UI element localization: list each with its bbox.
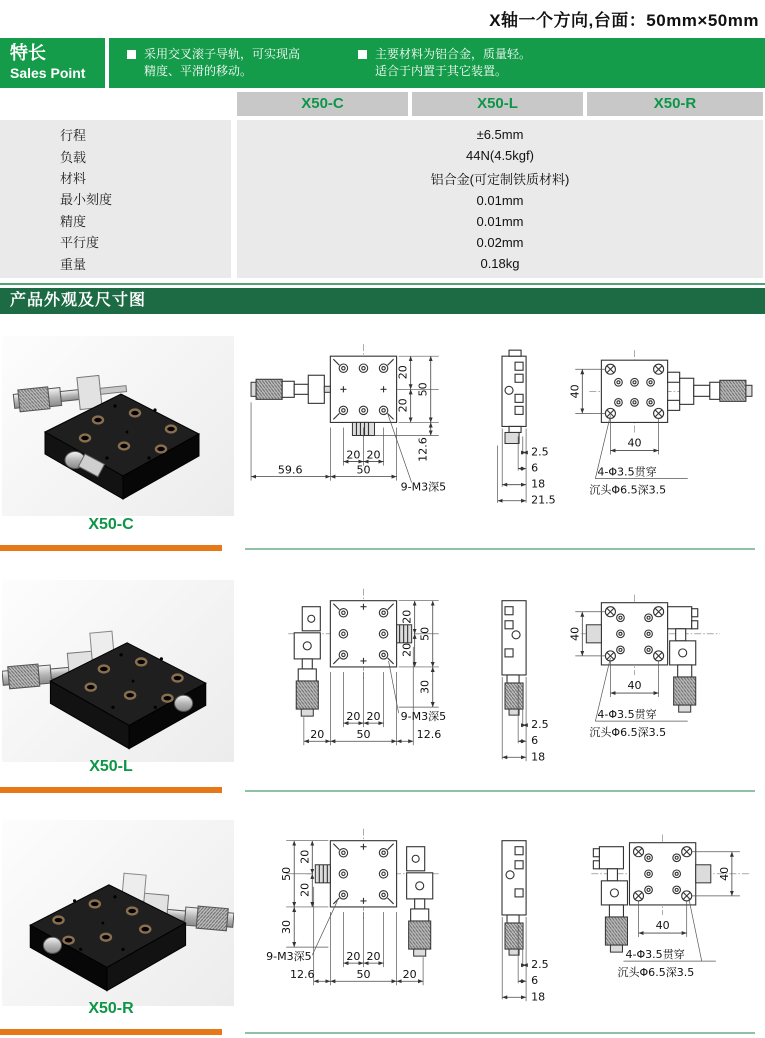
orange-underline	[0, 545, 222, 551]
x50c-side-view	[498, 350, 556, 507]
dim-label: 20	[366, 950, 381, 964]
dim-label: 20	[346, 710, 361, 724]
dim-label: 40	[568, 626, 582, 641]
bullet-text: 采用交叉滚子导轨，可实现高	[144, 47, 301, 61]
section-divider	[245, 1032, 755, 1034]
spec-label: 材料	[60, 171, 87, 187]
dim-label: 18	[531, 990, 546, 1004]
dim-label: 50	[418, 626, 432, 641]
spec-value: 44N(4.5kgf)	[466, 147, 534, 163]
column-header-x50r: X50-R	[587, 92, 763, 116]
dim-label: 40	[627, 679, 642, 693]
x50c-bottom-view	[568, 350, 752, 497]
x50c-model-label: X50-C	[88, 516, 134, 533]
drawing-note: 沉头Φ6.5深3.5	[617, 966, 695, 980]
x50r-plan-view	[266, 829, 439, 986]
spec-label: 负载	[60, 149, 87, 165]
bullet-text: 主要材料为铝合金，质量轻。	[375, 47, 532, 61]
dim-label: 2.5	[531, 958, 549, 972]
spec-row-values	[237, 120, 763, 278]
dim-label: 20	[400, 642, 414, 657]
drawing-note: 沉头Φ6.5深3.5	[589, 726, 667, 740]
dim-label: 12.6	[289, 968, 315, 982]
dim-label: 2.5	[531, 445, 549, 459]
dim-label: 20	[366, 448, 381, 462]
spec-value: 0.01mm	[476, 214, 524, 230]
sales-point-banner	[0, 38, 765, 88]
x50r-bottom-view	[591, 835, 750, 980]
dim-label: 40	[655, 919, 670, 933]
dim-label: 20	[366, 710, 381, 724]
spec-row-labels	[0, 120, 231, 278]
drawing-note: 9-M3深5	[400, 710, 447, 724]
section-divider	[245, 548, 755, 550]
micrometer	[593, 847, 627, 952]
dim-label: 50	[280, 866, 294, 881]
dim-label: 20	[396, 365, 410, 380]
dim-label: 18	[531, 477, 546, 491]
x50r-product-photo	[2, 820, 234, 1006]
dim-label: 40	[568, 384, 582, 399]
x50l-bottom-view	[568, 595, 720, 740]
x50l-side-view	[502, 601, 549, 764]
drawing-note: 9-M3深5	[266, 950, 312, 964]
dim-label: 2.5	[531, 718, 549, 732]
dim-label: 6	[531, 734, 539, 748]
dim-label: 6	[531, 461, 539, 475]
spec-value: ±6.5mm	[476, 126, 524, 142]
dim-label: 12.6	[416, 437, 430, 462]
drawing-note: 4-Φ3.5贯穿	[597, 465, 657, 479]
dim-label: 50	[356, 728, 371, 742]
dim-label: 21.5	[531, 493, 556, 507]
section-title: 产品外观及尺寸图	[0, 288, 765, 314]
spec-label: 行程	[60, 128, 87, 144]
x50c-plan-view	[251, 344, 446, 494]
dim-label: 20	[346, 448, 361, 462]
x50l-photo-illustration	[2, 580, 234, 762]
x50c-photo-illustration	[2, 336, 234, 516]
x50c-product-photo	[2, 336, 234, 516]
page-title: X轴一个方向,台面：50mm×50mm	[489, 11, 759, 30]
x50l-dimension-drawing	[238, 576, 765, 790]
spec-label: 重量	[60, 256, 87, 272]
column-header-x50l: X50-L	[412, 92, 583, 116]
spec-value: 0.18kg	[480, 255, 520, 271]
dim-label: 20	[310, 728, 325, 742]
micrometer	[668, 372, 752, 410]
dim-label: 50	[356, 463, 371, 477]
micrometer	[251, 375, 330, 403]
dim-label: 30	[418, 679, 432, 695]
bullet-text: 精度、平滑的移动。	[144, 64, 253, 78]
divider	[0, 283, 765, 285]
spec-label: 精度	[60, 213, 87, 229]
dim-label: 20	[396, 398, 410, 413]
dim-label: 30	[280, 919, 294, 935]
dim-label: 50	[416, 382, 430, 397]
dim-label: 12.6	[416, 728, 442, 742]
sales-point-bullets	[109, 38, 765, 88]
drawing-note: 沉头Φ6.5深3.5	[589, 483, 667, 497]
dim-label: 18	[531, 750, 546, 764]
dim-label: 6	[531, 974, 539, 988]
orange-underline	[0, 787, 222, 793]
stage-body	[45, 394, 199, 499]
spec-value: 0.01mm	[476, 193, 524, 209]
x50l-product-photo	[2, 580, 234, 762]
dim-label: 20	[346, 950, 361, 964]
dim-label: 20	[400, 609, 414, 624]
bullet-square-icon	[127, 50, 136, 59]
x50r-photo-illustration	[2, 820, 234, 1006]
x50l-model-label: X50-L	[89, 758, 133, 775]
section-divider	[245, 790, 755, 792]
x50l-plan-view	[288, 589, 446, 746]
micrometer	[294, 607, 320, 716]
dim-label: 20	[298, 882, 312, 897]
spec-table-header	[0, 92, 765, 116]
clamp-knob	[43, 937, 61, 953]
dim-label: 59.6	[277, 463, 303, 477]
drawing-note: 9-M3深5	[400, 480, 447, 494]
sales-point-heading	[0, 38, 105, 88]
dim-label: 40	[717, 866, 731, 881]
spec-value: 铝合金(可定制铁质材料)	[430, 171, 570, 187]
dim-label: 50	[356, 968, 371, 982]
x50r-model-label: X50-R	[88, 1000, 134, 1017]
sales-point-title-cn: 特长	[10, 43, 46, 63]
micrometer	[668, 607, 698, 712]
spec-label: 最小刻度	[60, 192, 113, 208]
x50r-dimension-drawing	[238, 816, 765, 1030]
x50r-side-view	[502, 841, 549, 1004]
dim-label: 20	[298, 849, 312, 864]
sales-point-title-en: Sales Point	[10, 65, 86, 81]
column-header-x50c: X50-C	[237, 92, 408, 116]
drawing-note: 4-Φ3.5贯穿	[597, 708, 657, 722]
sales-bullet-2	[340, 46, 531, 88]
spec-label: 平行度	[60, 235, 100, 251]
micrometer	[407, 847, 433, 956]
spec-value: 0.02mm	[476, 235, 524, 251]
sales-bullet-1	[109, 46, 300, 88]
orange-underline	[0, 1029, 222, 1035]
dim-label: 40	[627, 436, 642, 450]
x50c-dimension-drawing	[238, 332, 765, 550]
dim-label: 20	[402, 968, 417, 982]
clamp-knob	[174, 695, 192, 711]
bullet-text: 适合于内置于其它装置。	[375, 64, 508, 78]
bullet-square-icon	[358, 50, 367, 59]
drawing-note: 4-Φ3.5贯穿	[625, 948, 685, 962]
